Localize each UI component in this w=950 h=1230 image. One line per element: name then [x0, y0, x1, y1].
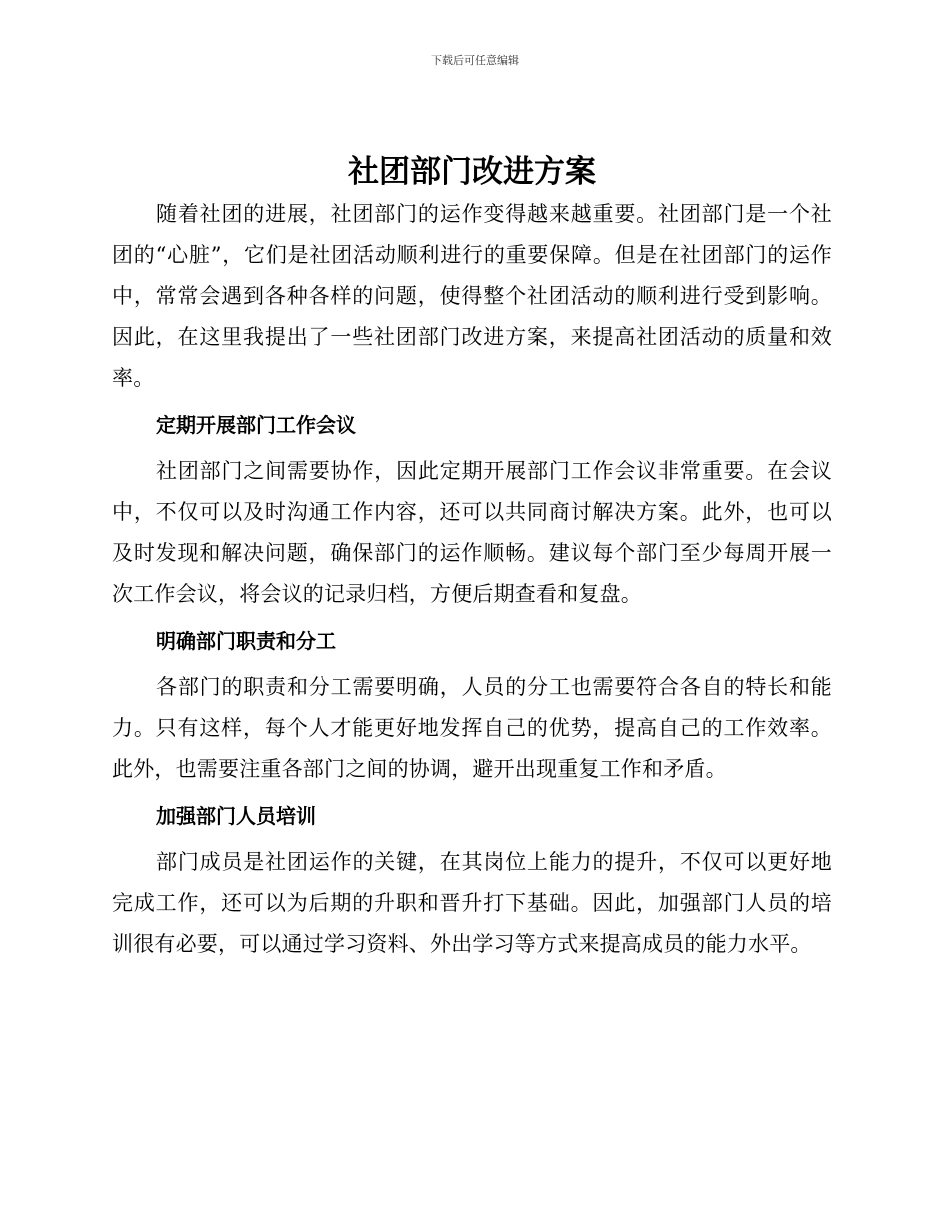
- document-title: 社团部门改进方案: [348, 154, 596, 190]
- section-heading-responsibilities: 明确部门职责和分工: [156, 629, 336, 653]
- intro-paragraph: 随着社团的进展，社团部门的运作变得越来越重要。社团部门是一个社团的“心脏”，它们是社团活动顺利进行的重要保障。但是在社团部门的运作中，常常会遇到各种各样的问题，使得整个社团活动的顺利进行受到影响。因此，在这里我提出了一些社团部门改进方案，来提高社团活动的质量和效率。: [112, 202, 832, 390]
- section-body-meetings: 社团部门之间需要协作，因此定期开展部门工作会议非常重要。在会议中，不仅可以及时沟通工作内容，还可以共同商讨解决方案。此外，也可以及时发现和解决问题，确保部门的运作顺畅。建议每个部门至少每周开展一次工作会议，将会议的记录归档，方便后期查看和复盘。: [112, 459, 832, 606]
- section-body-training: 部门成员是社团运作的关键，在其岗位上能力的提升，不仅可以更好地完成工作，还可以为后期的升职和晋升打下基础。因此，加强部门人员的培训很有必要，可以通过学习资料、外出学习等方式来提高成员的能力水平。: [112, 850, 832, 956]
- section-heading-training: 加强部门人员培训: [156, 804, 316, 828]
- section-heading-meetings: 定期开展部门工作会议: [156, 413, 356, 437]
- document-body: [112, 150, 832, 965]
- page-header-note: 下载后可任意编辑: [431, 54, 519, 67]
- section-body-responsibilities: 各部门的职责和分工需要明确，人员的分工也需要符合各自的特长和能力。只有这样，每个人才能更好地发挥自己的优势，提高自己的工作效率。此外，也需要注重各部门之间的协调，避开出现重复工作和矛盾。: [112, 675, 832, 781]
